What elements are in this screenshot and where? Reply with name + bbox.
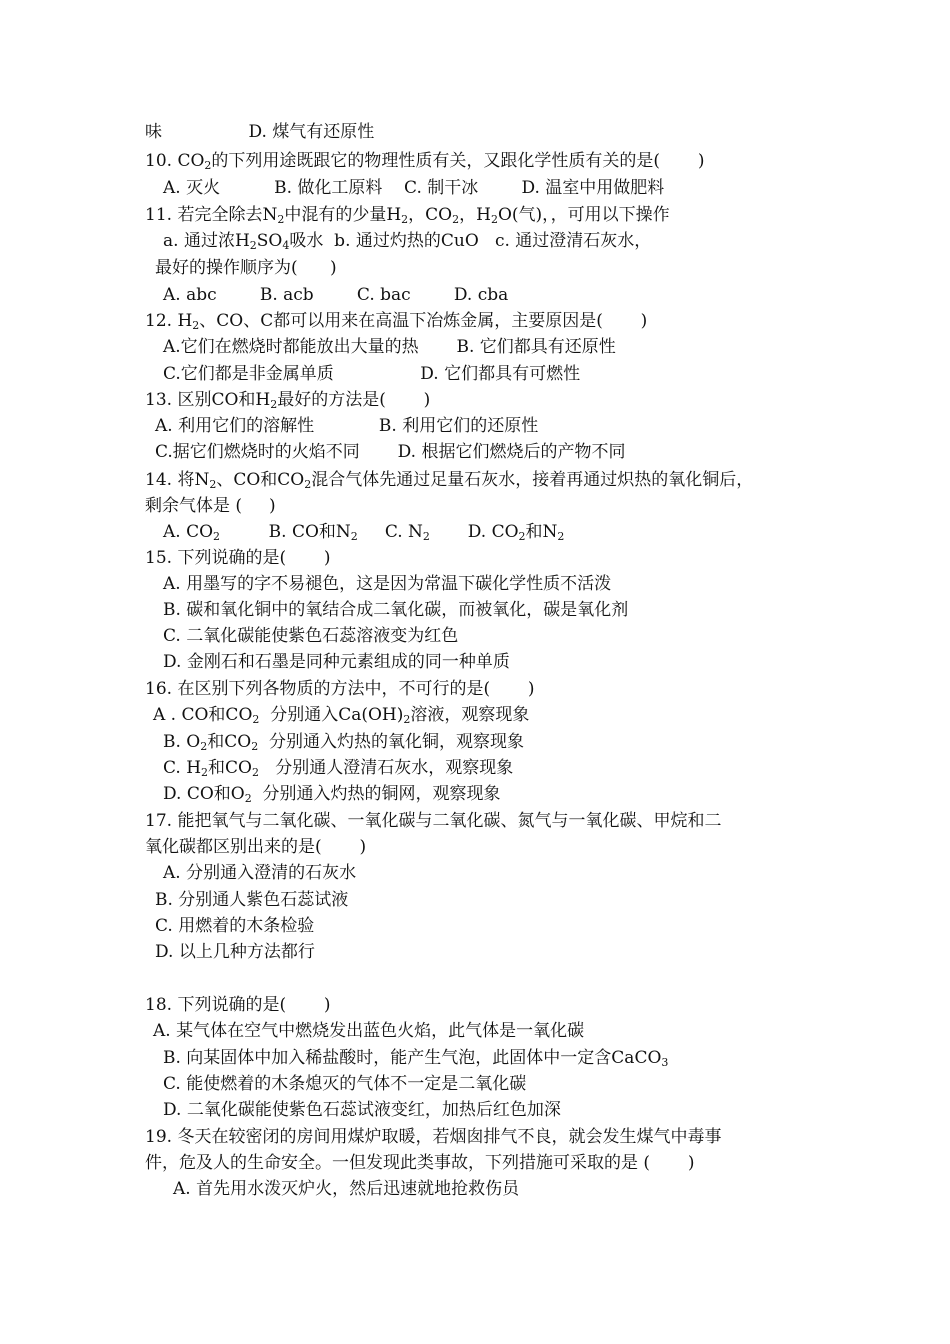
subscript: 3	[661, 1056, 669, 1069]
subscript: 4	[282, 239, 290, 252]
line-21	[145, 678, 535, 700]
line-32	[145, 994, 331, 1016]
line-28	[163, 862, 356, 884]
text-run: A. 首先用水泼灭炉火，然后迅速就地抢救伤员	[173, 1179, 520, 1199]
line-23	[163, 731, 524, 753]
text-run: 和CO	[208, 758, 252, 778]
text-run: 17. 能把氧气与二氧化碳、一氧化碳与二氧化碳、氮气与一氧化碳、甲烷和二	[145, 811, 722, 831]
text-run: C. N	[357, 522, 423, 542]
subscript: 2	[401, 213, 409, 226]
subscript: 2	[192, 319, 200, 332]
line-22	[153, 704, 529, 726]
text-run: 16. 在区别下列各物质的方法中，不可行的是( )	[145, 679, 535, 699]
text-run: A. 利用它们的溶解性 B. 利用它们的还原性	[155, 416, 539, 436]
line-26	[145, 810, 721, 832]
line-33	[153, 1020, 584, 1042]
text-run: ，H	[459, 205, 491, 225]
subscript: 2	[452, 213, 460, 226]
text-run: A. 分别通入澄清的石灰水	[163, 863, 357, 883]
line-19	[163, 625, 458, 647]
line-10	[145, 389, 430, 411]
text-run: A. 灭火 B. 做化工原料 C. 制干冰 D. 温室中用做肥料	[163, 178, 665, 198]
text-run: a. 通过浓H	[163, 231, 250, 251]
text-run: 件，危及人的生命安全。一但发现此类事故，下列措施可采取的是 ( )	[145, 1153, 695, 1173]
text-run: SO	[256, 231, 283, 251]
text-run: C. 用燃着的木条检验	[155, 916, 315, 936]
text-run: B. CO和N	[220, 522, 351, 542]
text-run: C. 二氧化碳能使紫色石蕊溶液变为红色	[163, 626, 459, 646]
text-run: B. O	[163, 732, 201, 752]
text-run: 11. 若完全除去N	[145, 205, 278, 225]
subscript: 2	[244, 792, 252, 805]
line-17	[163, 573, 611, 595]
subscript: 2	[201, 766, 209, 779]
line-15	[163, 521, 564, 543]
line-16	[145, 547, 331, 569]
text-run: 最好的操作顺序为( )	[155, 258, 337, 278]
subscript: 2	[213, 530, 221, 543]
text-run: A. 某气体在空气中燃烧发出蓝色火焰，此气体是一氧化碳	[153, 1021, 585, 1041]
subscript: 2	[490, 213, 498, 226]
text-run: A. CO	[163, 522, 214, 542]
text-run: C.它们都是非金属单质 D. 它们都具有可燃性	[163, 364, 581, 384]
line-6	[163, 284, 508, 306]
text-run: O(气)，，可用以下操作	[497, 205, 670, 225]
subscript: 2	[252, 713, 260, 726]
text-run: 和CO	[207, 732, 252, 752]
subscript: 2	[557, 530, 565, 543]
text-run: D. CO和O	[163, 784, 245, 804]
text-run: B. 碳和氧化铜中的氧结合成二氧化碳，而被氧化，碳是氧化剂	[163, 600, 629, 620]
line-3	[145, 204, 670, 226]
text-run: 12. H	[145, 311, 193, 331]
text-run: 10. CO	[145, 151, 205, 171]
text-run: C. H	[163, 758, 202, 778]
subscript: 2	[422, 530, 430, 543]
text-run: 、CO、C都可以用来在高温下冶炼金属，主要原因是( )	[199, 311, 648, 331]
line-34	[163, 1047, 668, 1069]
text-run: 13. 区别CO和H	[145, 390, 271, 410]
text-run: 最好的方法是( )	[277, 390, 431, 410]
text-run: ，CO	[408, 205, 453, 225]
line-37	[145, 1126, 721, 1148]
text-run: D. 二氧化碳能使紫色石蕊试液变红，加热后红色加深	[163, 1100, 561, 1120]
text-run: 吸水 b. 通过灼热的CuO c. 通过澄清石灰水，	[289, 231, 652, 251]
line-20	[163, 651, 510, 673]
text-run: B. 分别通人紫色石蕊试液	[155, 890, 349, 910]
text-run: 15. 下列说确的是( )	[145, 548, 331, 568]
line-31	[155, 941, 315, 963]
text-run: 18. 下列说确的是( )	[145, 995, 331, 1015]
line-13	[145, 469, 753, 491]
line-14	[145, 495, 276, 517]
subscript: 2	[277, 213, 285, 226]
line-24	[163, 757, 513, 779]
subscript: 2	[249, 239, 257, 252]
text-run: A . CO和CO	[153, 705, 253, 725]
line-8	[163, 336, 616, 358]
subscript: 2	[251, 740, 259, 753]
text-run: 的下列用途既跟它的物理性质有关，又跟化学性质有关的是( )	[211, 151, 705, 171]
text-run: 溶液，观察现象	[410, 705, 530, 725]
subscript: 2	[403, 713, 411, 726]
line-18	[163, 599, 628, 621]
line-39	[173, 1178, 519, 1200]
text-run: D. 金刚石和石墨是同种元素组成的同一种单质	[163, 652, 510, 672]
subscript: 2	[304, 478, 312, 491]
text-run: C.据它们燃烧时的火焰不同 D. 根据它们燃烧后的产物不同	[155, 442, 626, 462]
line-4	[163, 230, 651, 252]
text-run: 和N	[525, 522, 558, 542]
text-run: 19. 冬天在较密闭的房间用煤炉取暖，若烟囱排气不良，就会发生煤气中毒事	[145, 1127, 722, 1147]
text-run: A.它们在燃烧时都能放出大量的热 B. 它们都具有还原性	[163, 337, 616, 357]
text-run: 分别通入灼热的铜网，观察现象	[251, 784, 501, 804]
text-run: C. 能使燃着的木条熄灭的气体不一定是二氧化碳	[163, 1074, 527, 1094]
line-29	[155, 889, 348, 911]
line-0	[145, 121, 374, 143]
subscript: 2	[252, 766, 259, 779]
subscript: 2	[200, 740, 208, 753]
line-7	[145, 310, 647, 332]
text-run: 分别通入Ca(OH)	[259, 705, 404, 725]
text-run: 分别通人澄清石灰水，观察现象	[259, 758, 514, 778]
subscript: 2	[204, 159, 212, 172]
line-11	[155, 415, 538, 437]
subscript: 2	[209, 478, 217, 491]
text-run: 味 D. 煤气有还原性	[145, 122, 375, 142]
text-run: 分别通入灼热的氧化铜，观察现象	[258, 732, 525, 752]
line-36	[163, 1099, 561, 1121]
text-run: D. 以上几种方法都行	[155, 942, 315, 962]
subscript: 2	[350, 530, 358, 543]
line-38	[145, 1152, 695, 1174]
subscript: 2	[518, 530, 526, 543]
text-run: B. 向某固体中加入稀盐酸时，能产生气泡，此固体中一定含CaCO	[163, 1048, 662, 1068]
text-run: D. CO	[429, 522, 519, 542]
line-27	[145, 836, 366, 858]
text-run: 氧化碳都区别出来的是( )	[145, 837, 367, 857]
line-9	[163, 363, 580, 385]
line-2	[163, 177, 664, 199]
line-1	[145, 150, 704, 172]
line-12	[155, 441, 625, 463]
line-25	[163, 783, 501, 805]
text-run: 中混有的少量H	[284, 205, 402, 225]
text-run: 混合气体先通过足量石灰水，接着再通过炽热的氧化铜后，	[311, 470, 754, 490]
text-run: A. 用墨写的字不易褪色，这是因为常温下碳化学性质不活泼	[163, 574, 612, 594]
line-30	[155, 915, 314, 937]
subscript: 2	[270, 398, 278, 411]
text-run: 14. 将N	[145, 470, 210, 490]
text-run: A. abc B. acb C. bac D. cba	[163, 285, 509, 305]
line-5	[155, 257, 337, 279]
text-run: 、CO和CO	[216, 470, 305, 490]
line-35	[163, 1073, 526, 1095]
text-run: 剩余气体是 ( )	[145, 496, 276, 516]
